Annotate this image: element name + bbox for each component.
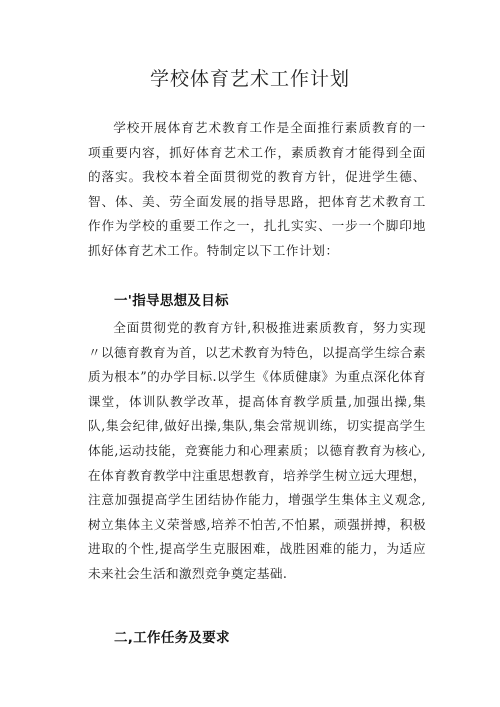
intro-paragraph: 学校开展体育艺术教育工作是全面推行素质教育的一项重要内容，抓好体育艺术工作，素质教育才能得到全面的落实。我校本着全面贯彻党的教育方针，促进学生德、智、体、美、劳全面发展的指导思路，把体育艺术教育工作作为学校的重要工作之一，扎扎实实、一步一个脚印地抓好体育艺术工作。特制定以下工作计划： [88,120,426,258]
document-title: 学校体育艺术工作计划 [149,68,350,90]
section-heading-guiding-ideology: 一'指导思想及目标 [114,293,229,309]
section-paragraph-guiding-ideology: 全面贯彻党的教育方针,积极推进素质教育，努力实现〃以德育教育为首，以艺术教育为特色，以提高学生综合素质为根本”的办学目标.以学生《体质健康》为重点深化体育课堂，体训队教学改革，提高体育教学质量,加强出操,集队,集会纪律,做好出操,集队,集会常规训练，切实提高学生体能,运动技能，竞赛能力和心理素质；以德育教育为核心,在体育教育教学中注重思想教育，培养学生树立远大理想，注意加强提高学生团结协作能力，增强学生集体主义观念,树立集体主义荣誉感,培养不怕苦,不怕累，顽强拼搏，积极进取的个性,提高学生克服困难，战胜困难的能力，为适应未来社会生活和激烈竞争奠定基础. [88,320,426,581]
section-heading-tasks: 二,工作任务及要求 [114,630,230,646]
